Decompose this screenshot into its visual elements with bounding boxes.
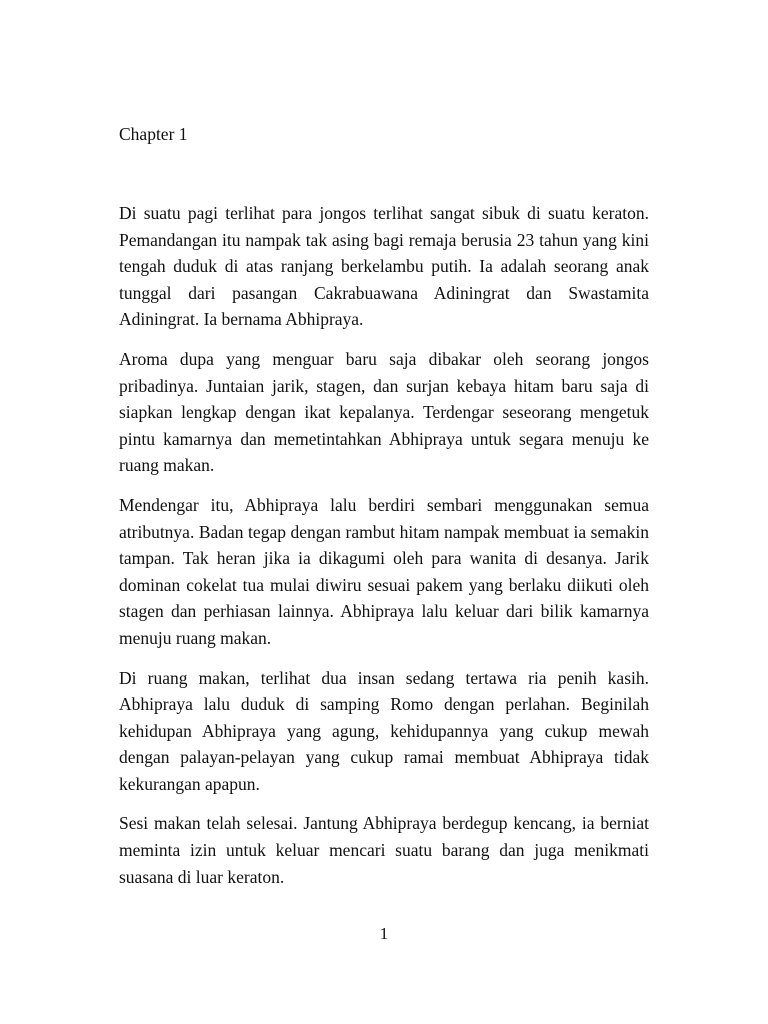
page-number: 1 xyxy=(379,924,389,943)
paragraph-1: Di suatu pagi terlihat para jongos terlihat sangat sibuk di suatu keraton. Pemandangan itu nampak tak asing bagi remaja berusia 23 tahun yang kini tengah duduk di atas ranjang berkelambu putih. Ia adalah seorang anak tunggal dari pasangan Cakrabuawana Adiningrat dan Swastamita Adiningrat. Ia bernama Abhipraya. xyxy=(119,203,649,330)
paragraph-2: Aroma dupa yang menguar baru saja dibakar oleh seorang jongos pribadinya. Juntaian jarik, stagen, dan surjan kebaya hitam baru saja di siapkan lengkap dengan ikat kepalanya. Terdengar seseorang mengetuk pintu kamarnya dan memetintahkan Abhipraya untuk segara menuju ke ruang makan. xyxy=(119,348,649,476)
chapter-body xyxy=(119,200,649,903)
paragraph-5: Sesi makan telah selesai. Jantung Abhipraya berdegup kencang, ia berniat meminta izin untuk keluar mencari suatu barang dan juga menikmati suasana di luar keraton. xyxy=(119,813,649,887)
paragraph-4: Di ruang makan, terlihat dua insan sedang tertawa ria penih kasih. Abhipraya lalu duduk di samping Romo dengan perlahan. Beginilah kehidupan Abhipraya yang agung, kehidupannya yang cukup mewah dengan palayan-pelayan yang cukup ramai membuat Abhipraya tidak kekurangan apapun. xyxy=(119,667,649,794)
chapter-title: Chapter 1 xyxy=(119,124,188,144)
paragraph-3: Mendengar itu, Abhipraya lalu berdiri sembari menggunakan semua atributnya. Badan tegap dengan rambut hitam nampak membuat ia semakin tampan. Tak heran jika ia dikagumi oleh para wanita di desanya. Jarik dominan cokelat tua mulai diwiru sesuai pakem yang berlaku diikuti oleh stagen dan perhiasan lainnya. Abhipraya lalu keluar dari bilik kamarnya menuju ruang makan. xyxy=(119,494,649,648)
